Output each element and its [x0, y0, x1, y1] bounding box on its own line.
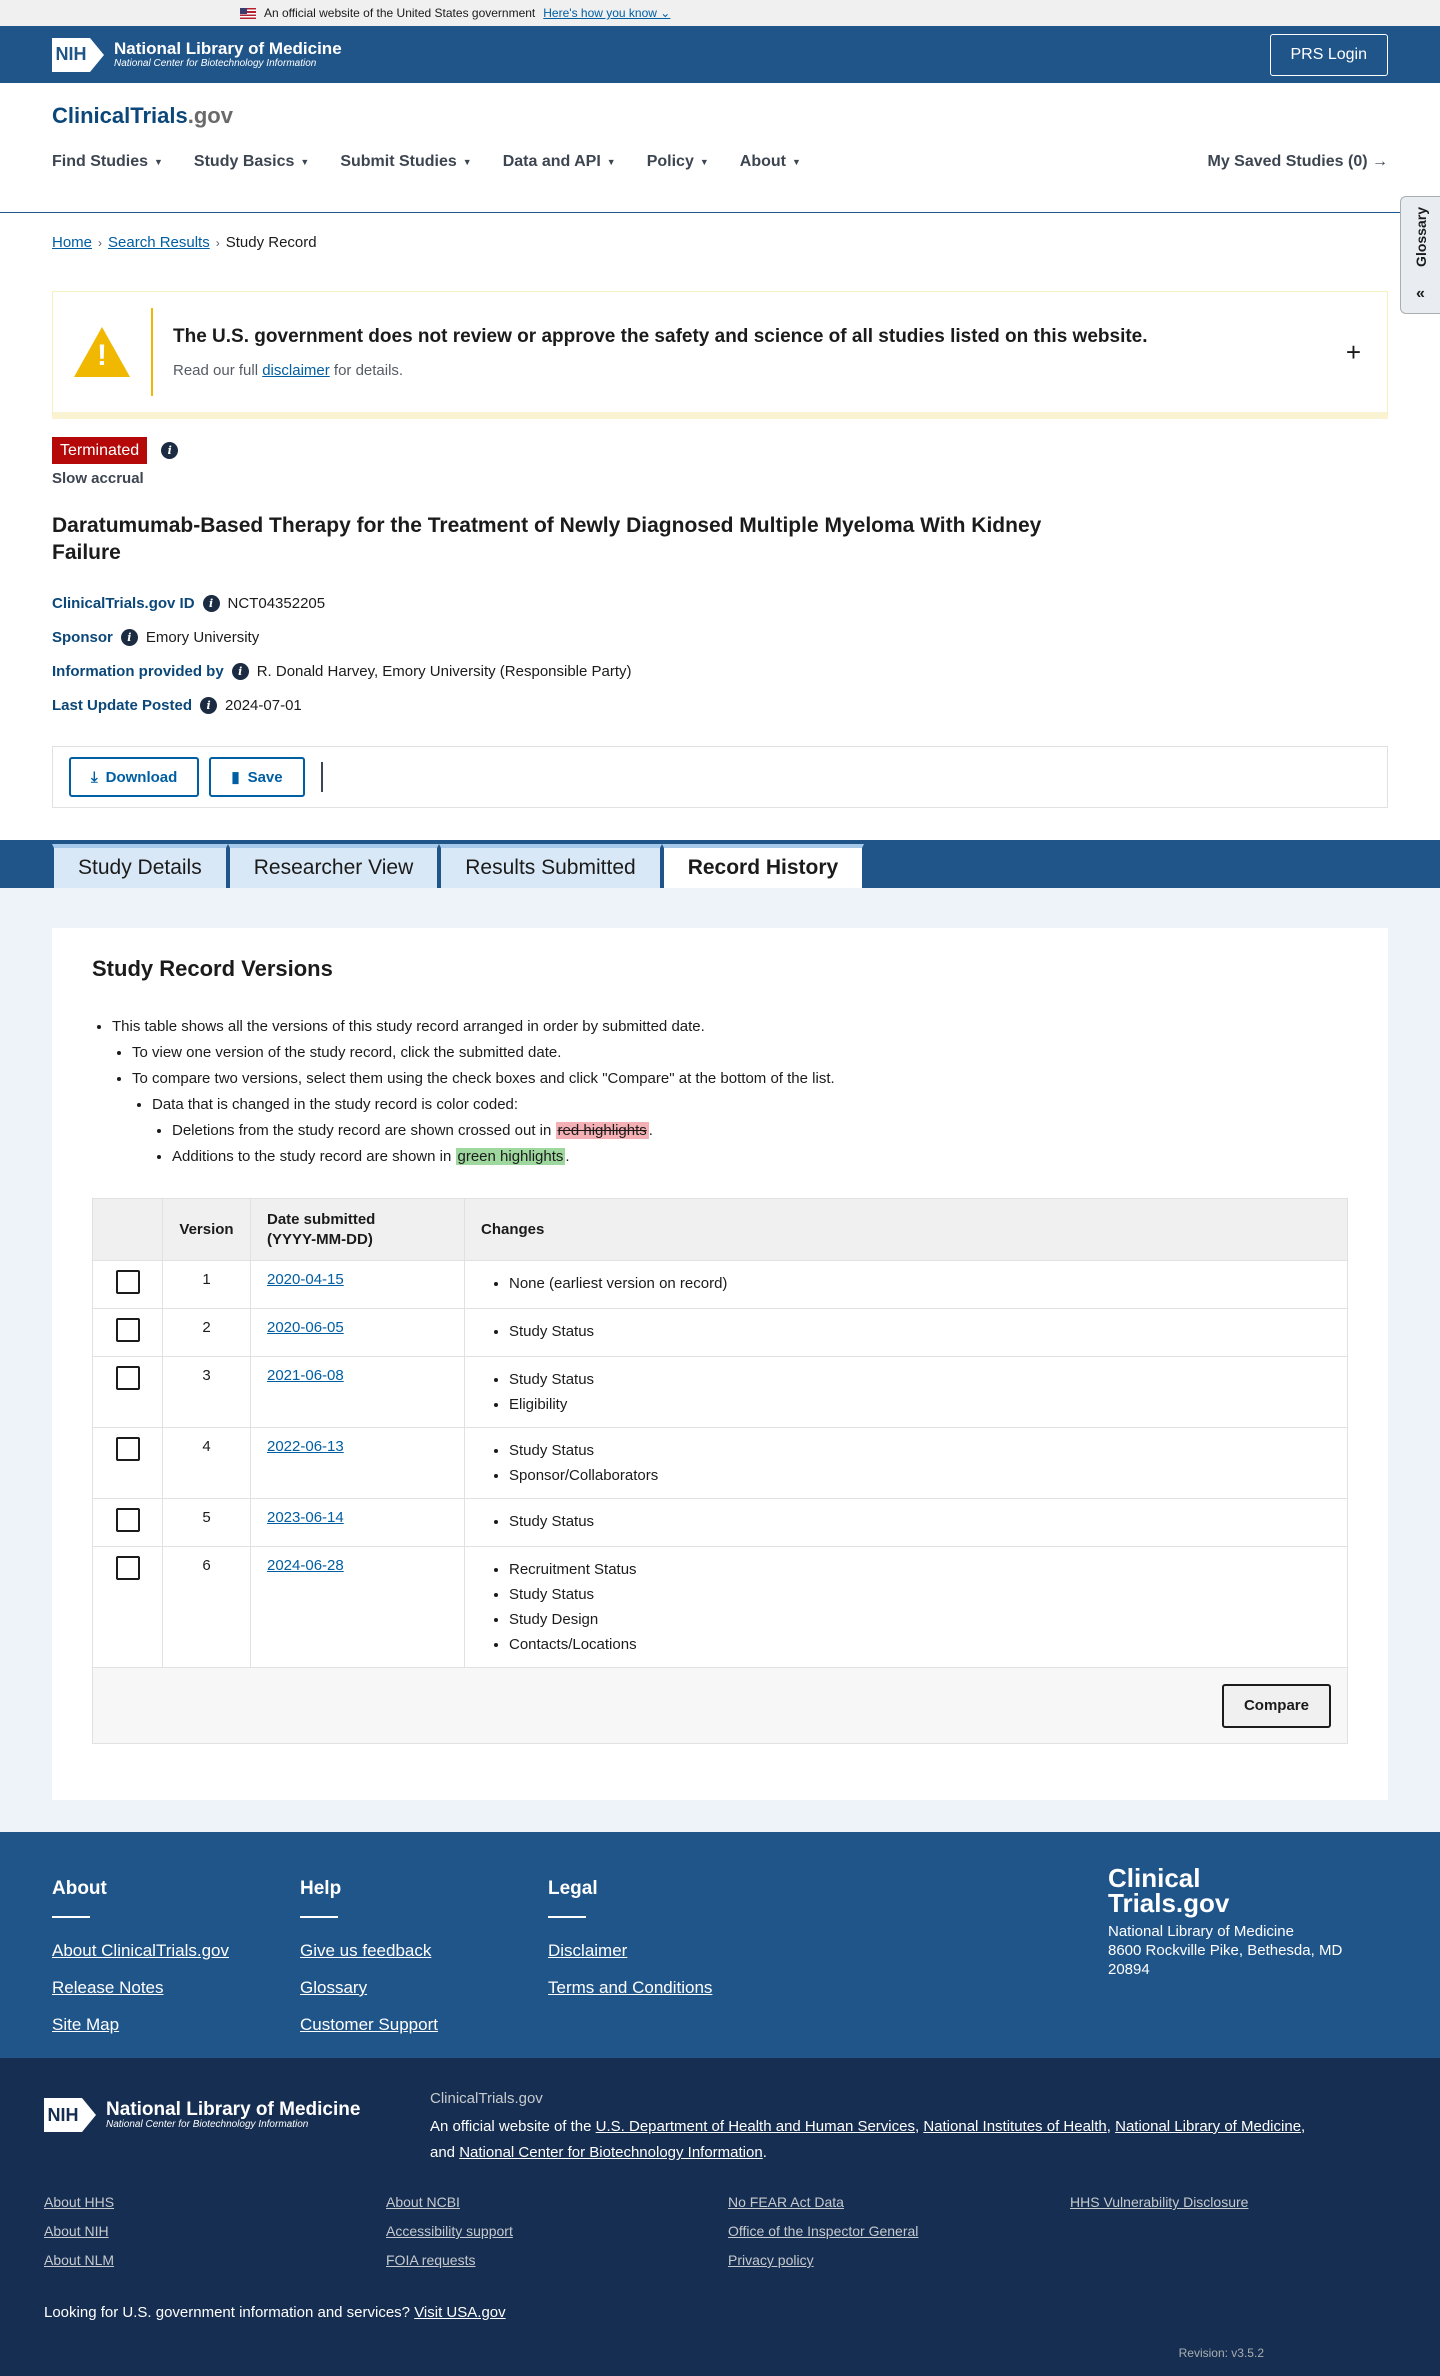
green-highlight-sample: green highlights [457, 1148, 564, 1165]
versions-title: Study Record Versions [92, 956, 333, 981]
nih-header [0, 26, 1440, 83]
footer-link[interactable]: About NLM [44, 2252, 115, 2268]
compare-button[interactable]: Compare [1222, 1684, 1331, 1728]
footer-link[interactable]: About HHS [44, 2194, 115, 2210]
nlm-title: National Library of Medicine [114, 39, 342, 58]
footer-ct-logo[interactable]: Clinical Trials.gov [1108, 1863, 1230, 1918]
footer-site-name: ClinicalTrials.gov [430, 2090, 543, 2107]
study-tabs [0, 840, 1440, 888]
version-checkbox[interactable] [116, 1508, 140, 1532]
study-title: Daratumumab-Based Therapy for the Treatment of Newly Diagnosed Multiple Myeloma With Kidney Failure [52, 514, 1042, 564]
footer-link[interactable]: Glossary [300, 1978, 368, 1997]
red-highlight-sample: red highlights [557, 1122, 647, 1139]
table-row: 5 2023-06-14 • Study Status [93, 1499, 1348, 1547]
footer-nlm-logo[interactable]: NIH National Library of Medicine National Center for Biotechnology Information [44, 2098, 360, 2132]
info-icon[interactable]: i [203, 595, 220, 612]
meta-label-last-update: Last Update Posted [52, 696, 193, 714]
col-header-version: Version [163, 1199, 251, 1261]
chevron-right-icon: › [98, 235, 103, 250]
ncbi-link[interactable]: National Center for Biotechnology Information [459, 2144, 763, 2161]
status-badge: Terminated [52, 437, 147, 464]
footer-link[interactable]: Release Notes [52, 1978, 164, 1997]
usa-gov-link[interactable]: Visit USA.gov [414, 2304, 506, 2321]
version-date-link[interactable]: 2024-06-28 [267, 1557, 344, 1574]
us-flag-icon [240, 8, 256, 19]
footer-bottom [0, 2058, 1440, 2376]
versions-instructions: • This table shows all the versions of this study record arranged in order by submitted date. • To view one version of the study record, click the submitted date. • To compare two versions, select them using the check boxes and click "Compare" at the bottom of the list. • Data that is changed in the study record is color coded: • Deletions from the study record are shown crossed out in red highlights . • Additions to the study record are shown in green highlights . [92, 1014, 1348, 1170]
version-date-link[interactable]: 2020-06-05 [267, 1319, 344, 1336]
tab-study-details[interactable]: Study Details [52, 844, 228, 888]
footer-brand: Clinical Trials.gov National Library of Medicine 8600 Rockville Pike, Bethesda, MD 20894 [1108, 1866, 1368, 1979]
chevron-down-icon: ▼ [791, 157, 801, 167]
table-row: 2 2020-06-05 • Study Status [93, 1309, 1348, 1357]
info-icon[interactable]: i [232, 663, 249, 680]
nih-link[interactable]: National Institutes of Health [923, 2118, 1107, 2135]
disclaimer-alert [52, 291, 1388, 419]
study-meta [52, 586, 1388, 722]
table-row: 3 2021-06-08 • Study Status • Eligibility [93, 1357, 1348, 1428]
revision-text: Revision: v3.5.2 [1178, 2346, 1264, 2360]
table-row: 4 2022-06-13 • Study Status • Sponsor/Collaborators [93, 1428, 1348, 1499]
tab-record-history[interactable]: Record History [662, 844, 865, 888]
nav-about[interactable]: About ▼ [739, 153, 801, 170]
meta-value-sponsor: Emory University [145, 628, 260, 646]
how-you-know-link[interactable]: Here's how you know ⌄ [543, 6, 671, 20]
download-button[interactable]: ⤓ Download [69, 757, 199, 797]
table-row: 6 2024-06-28 • Recruitment Status • Study Status • Study Design • Contacts/Locations [93, 1547, 1348, 1668]
version-checkbox[interactable] [116, 1366, 140, 1390]
tab-results-submitted[interactable]: Results Submitted [439, 844, 661, 888]
meta-label-sponsor: Sponsor [52, 628, 113, 646]
breadcrumb-home[interactable]: Home [52, 234, 93, 251]
hhs-link[interactable]: U.S. Department of Health and Human Services [595, 2118, 915, 2135]
glossary-tab[interactable] [1400, 196, 1440, 314]
meta-value-id: NCT04352205 [227, 594, 326, 612]
meta-label-id: ClinicalTrials.gov ID [52, 594, 195, 612]
breadcrumb [0, 234, 1440, 251]
warning-icon: ! [74, 327, 130, 377]
tab-researcher-view[interactable]: Researcher View [228, 844, 440, 888]
version-checkbox[interactable] [116, 1318, 140, 1342]
nlm-link[interactable]: National Library of Medicine [1115, 2118, 1302, 2135]
nih-badge-icon: NIH [52, 38, 106, 72]
nav-data-and-api[interactable]: Data and API ▼ [502, 153, 616, 170]
nih-logo[interactable] [52, 38, 342, 72]
gov-banner-text: An official website of the United States government [264, 6, 536, 20]
my-saved-studies-link[interactable]: My Saved Studies (0) → [1207, 153, 1388, 170]
site-header [0, 83, 1440, 213]
footer-link[interactable]: Disclaimer [548, 1941, 628, 1960]
version-date-link[interactable]: 2022-06-13 [267, 1438, 344, 1455]
footer-link[interactable]: Office of the Inspector General [728, 2223, 919, 2239]
info-icon[interactable]: i [121, 629, 138, 646]
info-icon[interactable]: i [200, 697, 217, 714]
save-button[interactable]: ▮ Save [209, 757, 304, 797]
meta-label-provided-by: Information provided by [52, 662, 224, 680]
nav-study-basics[interactable]: Study Basics ▼ [193, 153, 310, 170]
col-header-changes: Changes [465, 1199, 1348, 1261]
footer-col-about: About About ClinicalTrials.gov Release Notes Site Map [52, 1878, 229, 2043]
alert-title: The U.S. government does not review or approve the safety and science of all studies listed on this website. [173, 325, 1148, 347]
main-nav [52, 147, 1388, 177]
version-date-link[interactable]: 2021-06-08 [267, 1367, 344, 1384]
usa-gov-line: Looking for U.S. government information and services? Visit USA.gov [44, 2304, 506, 2321]
footer-link[interactable]: Accessibility support [386, 2223, 513, 2239]
chevron-down-icon: ▼ [606, 157, 616, 167]
footer-link[interactable]: No FEAR Act Data [728, 2194, 844, 2210]
footer-link[interactable]: About NCBI [386, 2194, 460, 2210]
arrow-right-icon: → [1372, 153, 1388, 170]
nav-find-studies[interactable]: Find Studies ▼ [52, 153, 163, 170]
breadcrumb-search-results[interactable]: Search Results [108, 234, 210, 251]
version-date-link[interactable]: 2023-06-14 [267, 1509, 344, 1526]
footer-link[interactable]: FOIA requests [386, 2252, 476, 2268]
footer-top [0, 1832, 1440, 2058]
chevron-down-icon: ▼ [462, 157, 472, 167]
record-versions-card [52, 928, 1388, 1800]
col-header-date: Date submitted (YYYY-MM-DD) [251, 1199, 465, 1261]
version-checkbox[interactable] [116, 1556, 140, 1580]
footer-link[interactable]: Site Map [52, 2015, 120, 2034]
version-checkbox[interactable] [116, 1270, 140, 1294]
version-date-link[interactable]: 2020-04-15 [267, 1271, 344, 1288]
footer-link[interactable]: Give us feedback [300, 1941, 432, 1960]
disclaimer-link[interactable]: disclaimer [262, 361, 330, 379]
version-checkbox[interactable] [116, 1437, 140, 1461]
alert-subtext: Read our full disclaimer for details. [173, 361, 404, 379]
ncbi-subtitle: National Center for Biotechnology Information [114, 58, 317, 69]
footer-link[interactable]: Terms and Conditions [548, 1978, 713, 1997]
download-icon: ⤓ [91, 768, 98, 786]
status-reason: Slow accrual [52, 470, 144, 487]
gov-banner [0, 0, 1440, 26]
bookmark-icon: ▮ [231, 769, 240, 786]
nav-policy[interactable]: Policy ▼ [646, 153, 709, 170]
chevron-down-icon: ▼ [300, 157, 310, 167]
footer-official-text: An official website of the U.S. Department of Health and Human Services, National Institutes of Health, National Library of Medicine, and National Center for Biotechnology Information. [430, 2118, 1306, 2161]
footer-col-legal: Legal Disclaimer Terms and Conditions [548, 1878, 712, 2006]
footer-link[interactable]: Privacy policy [728, 2252, 814, 2268]
meta-value-provided-by: R. Donald Harvey, Emory University (Responsible Party) [256, 662, 632, 680]
chevron-down-icon: ▼ [699, 157, 709, 167]
footer-link[interactable]: HHS Vulnerability Disclosure [1070, 2194, 1249, 2210]
chevron-down-icon: ▼ [154, 157, 163, 167]
table-row: 1 2020-04-15 • None (earliest version on record) [93, 1261, 1348, 1309]
meta-value-last-update: 2024-07-01 [225, 696, 302, 714]
prs-login-button[interactable]: PRS Login [1270, 34, 1389, 76]
breadcrumb-current: Study Record [225, 234, 317, 251]
action-bar [52, 746, 1388, 808]
footer-col-help: Help Give us feedback Glossary Customer Support [300, 1878, 438, 2043]
nav-submit-studies[interactable]: Submit Studies ▼ [340, 153, 472, 170]
footer-link[interactable]: Customer Support [300, 2015, 438, 2034]
chevron-right-icon: › [215, 235, 220, 250]
info-icon[interactable]: i [161, 442, 178, 459]
expand-plus-icon[interactable]: + [1345, 337, 1361, 367]
double-chevron-left-icon: « [1416, 285, 1425, 302]
footer-link[interactable]: About NIH [44, 2223, 109, 2239]
nih-badge-icon: NIH [44, 2098, 98, 2132]
versions-table [92, 1198, 1348, 1744]
glossary-label: Glossary [1412, 207, 1429, 267]
clinicaltrials-logo[interactable]: ClinicalTrials.gov [52, 103, 233, 128]
footer-link[interactable]: About ClinicalTrials.gov [52, 1941, 229, 1960]
